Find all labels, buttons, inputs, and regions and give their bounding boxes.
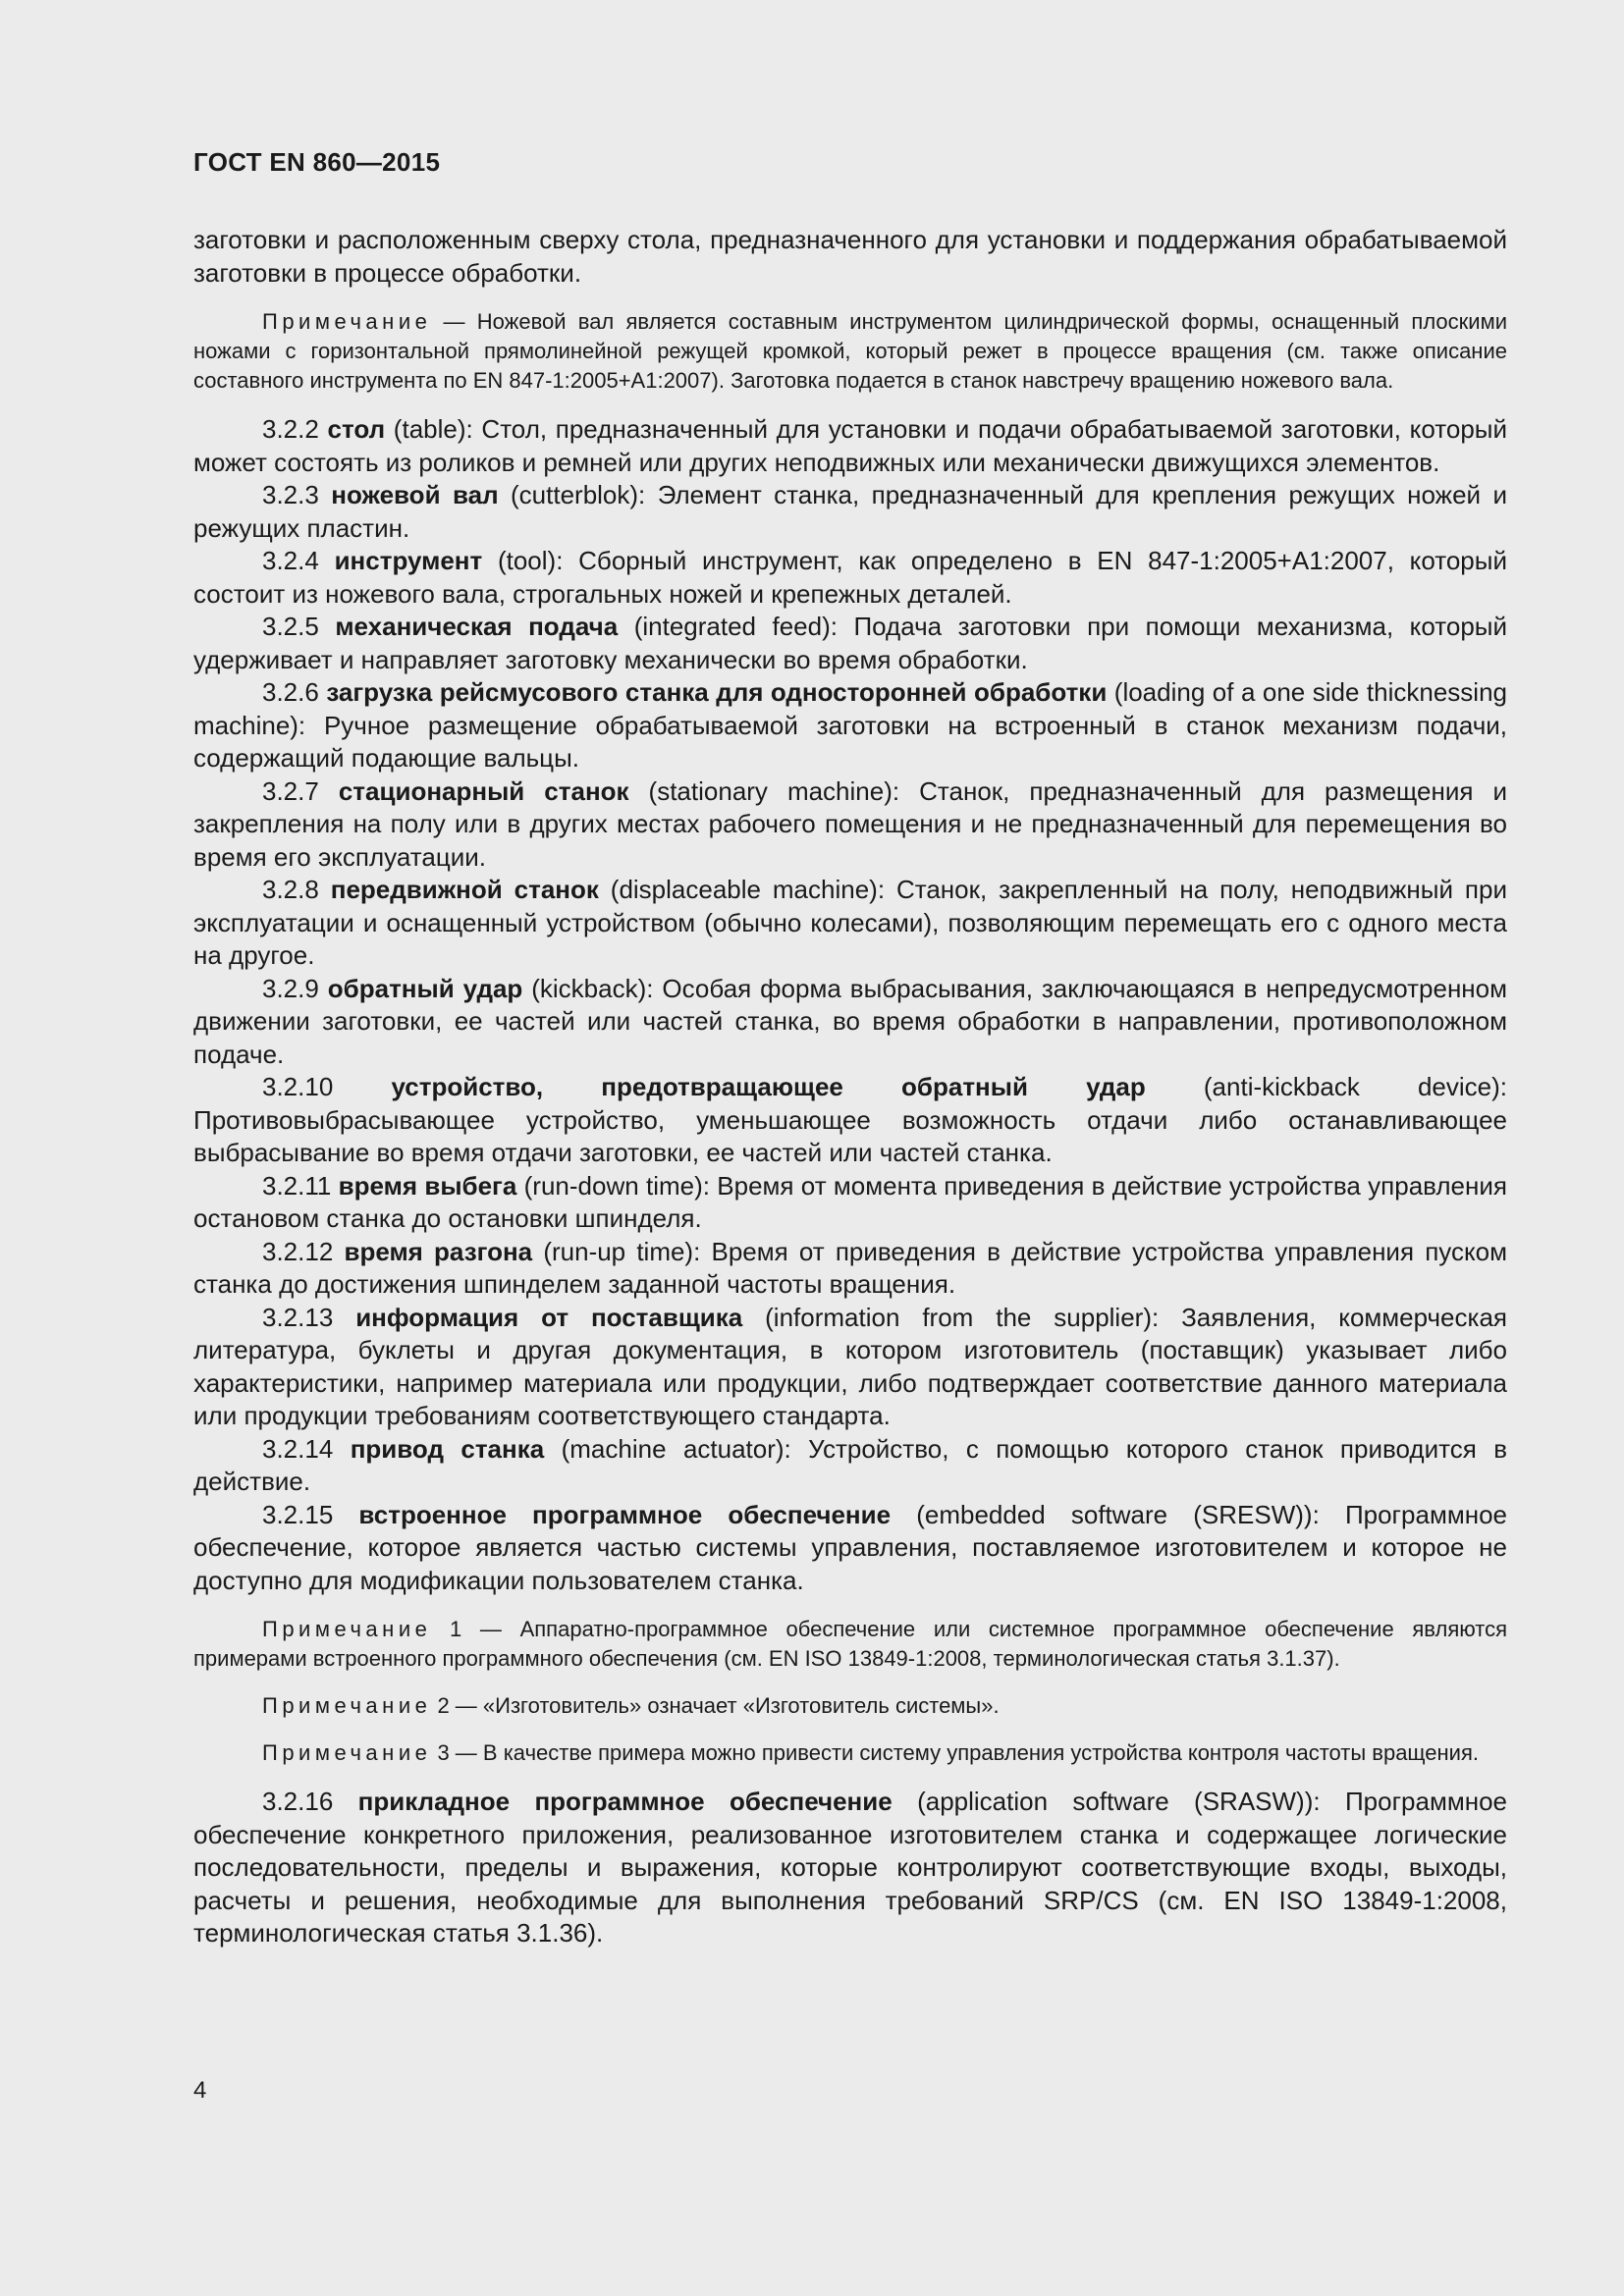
definition-term: информация от поставщика [355,1302,743,1332]
page-number: 4 [193,2077,207,2104]
note-label: Примечание [262,1740,432,1765]
definition-text: (run-down time): Время от момента приведения в действие устройства управления остановом станка до остановки шпинделя. [193,1170,1507,1233]
definition-term: загрузка рейсмусового станка для односторонней обработки [326,677,1108,707]
definition-text: (tool): Сборный инструмент, как определено в EN 847-1:2005+A1:2007, который состоит из ножевого вала, строгальных ножей и крепежных деталей. [193,546,1507,609]
definition-term: время разгона [344,1236,533,1266]
document-header: ГОСТ EN 860—2015 [193,147,441,177]
definition-3-2-16 [193,1786,1507,1950]
definition-3-2-5 [193,611,1507,676]
definition-text: (machine actuator): Устройство, с помощью которого станок приводится в действие. [193,1433,1508,1496]
note-text: 1 — Аппаратно-программное обеспечение или системное программное обеспечение являются примерами встроенного программного обеспечения (см. EN ISO 13849-1:2008, терминологическая статья 3.1.37). [193,1617,1507,1671]
definition-number: 3.2.9 [262,973,328,1003]
definition-number: 3.2.11 [262,1170,339,1201]
definition-3-2-8 [193,874,1507,973]
definition-number: 3.2.16 [262,1787,358,1816]
definition-3-2-6 [193,676,1507,775]
definition-text: (embedded software (SRESW)): Программное обеспечение, которое является частью системы управления, поставляемое изготовителем и которое не доступно для модификации пользователем станка. [193,1499,1507,1595]
definition-number: 3.2.5 [262,612,336,641]
definition-term: прикладное программное обеспечение [357,1787,893,1816]
note-text: 3 — В качестве примера можно привести систему управления устройства контроля частоты вращения. [431,1740,1479,1765]
definition-term: инструмент [334,546,483,575]
definition-number: 3.2.13 [262,1302,356,1332]
definition-term: механическая подача [335,612,619,641]
definition-3-2-2 [193,413,1507,479]
definition-text: (cutterblok): Элемент станка, предназначенный для крепления режущих ножей и режущих пластин. [193,480,1507,543]
definition-number: 3.2.4 [262,546,335,575]
note-text: — Ножевой вал является составным инструментом цилиндрической формы, оснащенный плоскими ножами с горизонтальной прямолинейной режущей кромкой, который режет в процессе вращения (см. также описание составного инструмента по EN 847-1:2005+A1:2007). Заготовка подается в станок навстречу вращению ножевого вала. [193,309,1507,393]
definition-number: 3.2.3 [262,480,332,509]
definition-term: передвижной станок [330,875,599,904]
definition-3-2-4 [193,545,1507,611]
definition-text: (information from the supplier): Заявления, коммерческая литература, буклеты и другая документация, в котором изготовитель (поставщик) указывает либо характеристики, например материала или продукции, либо подтверждает соответствие данного материала или продукции требованиям соответствующего стандарта. [193,1302,1507,1430]
definition-number: 3.2.10 [262,1072,392,1101]
note-label: Примечание [262,309,432,334]
definition-3-2-10 [193,1071,1507,1170]
note-text: 2 — «Изготовитель» означает «Изготовитель системы». [431,1693,1000,1718]
definition-text: (run-up time): Время от приведения в действие устройства управления пуском станка до достижения шпинделем заданной частоты вращения. [193,1236,1508,1299]
intro-paragraph: заготовки и расположенным сверху стола, предназначенного для установки и поддержания обрабатываемой заготовки в процессе обработки. [193,225,1507,288]
definition-term: стол [327,414,386,444]
definition-text: (integrated feed): Подача заготовки при помощи механизма, который удерживает и направляет заготовку механически во время обработки. [193,612,1507,674]
definition-3-2-3 [193,479,1507,545]
definition-term: обратный удар [327,973,523,1003]
definition-text: (loading of a one side thicknessing machine): Ручное размещение обрабатываемой заготовки на встроенный в станок механизм подачи, содержащий подающие вальцы. [193,677,1507,773]
definition-3-2-7 [193,775,1507,875]
definition-text: (kickback): Особая форма выбрасывания, заключающаяся в непредусмотренном движении заготовки, ее частей или частей станка, во время обработки в направлении, противоположном подаче. [193,973,1507,1069]
definition-term: стационарный станок [338,775,629,806]
note-software-3 [193,1738,1507,1768]
note-label: Примечание [262,1617,432,1641]
definition-number: 3.2.14 [262,1433,351,1464]
definition-3-2-13 [193,1302,1507,1433]
definition-text: (stationary machine): Станок, предназначенный для размещения и закрепления на полу или в других местах рабочего помещения и не предназначенный для перемещения во время его эксплуатации. [193,775,1507,872]
definition-term: время выбега [338,1170,517,1201]
definition-term: ножевой вал [331,480,499,509]
definition-term: встроенное программное обеспечение [358,1499,892,1529]
definition-number: 3.2.8 [262,875,331,904]
definition-3-2-14 [193,1433,1507,1499]
definition-3-2-12 [193,1236,1507,1302]
note-software-2 [193,1691,1507,1721]
definition-text: (anti-kickback device): Противовыбрасывающее устройство, уменьшающее возможность отдачи либо останавливающее выбрасывание во время отдачи заготовки, ее частей или частей станка. [193,1072,1508,1167]
definition-term: привод станка [350,1433,545,1464]
definition-number: 3.2.12 [262,1236,345,1266]
definition-number: 3.2.6 [262,677,327,707]
definition-text: (application software (SRASW)): Программное обеспечение конкретного приложения, реализованное изготовителем станка и содержащее логические последовательности, пределы и выражения, которые контролируют соответствующие входы, выходы, расчеты и решения, необходимые для выполнения требований SRP/CS (см. EN ISO 13849-1:2008, терминологическая статья 3.1.36). [193,1787,1507,1948]
definition-number: 3.2.2 [262,414,328,444]
note-software-1 [193,1615,1507,1674]
definition-term: устройство, предотвращающее обратный удар [391,1072,1146,1101]
note-cutterblock [193,307,1507,396]
definition-text: (displaceable machine): Станок, закрепленный на полу, неподвижный при эксплуатации и оснащенный устройством (обычно колесами), позволяющим перемещать его с одного места на другое. [193,875,1507,970]
document-body [193,224,1507,1950]
note-label: Примечание [262,1693,432,1718]
definition-number: 3.2.15 [262,1499,359,1529]
definition-text: (table): Стол, предназначенный для установки и подачи обрабатываемой заготовки, который может состоять из роликов и ремней или других неподвижных или механически движущихся элементов. [193,414,1507,477]
definition-3-2-15 [193,1499,1507,1598]
definition-3-2-9 [193,973,1507,1072]
definition-number: 3.2.7 [262,775,339,806]
definition-3-2-11 [193,1170,1507,1236]
